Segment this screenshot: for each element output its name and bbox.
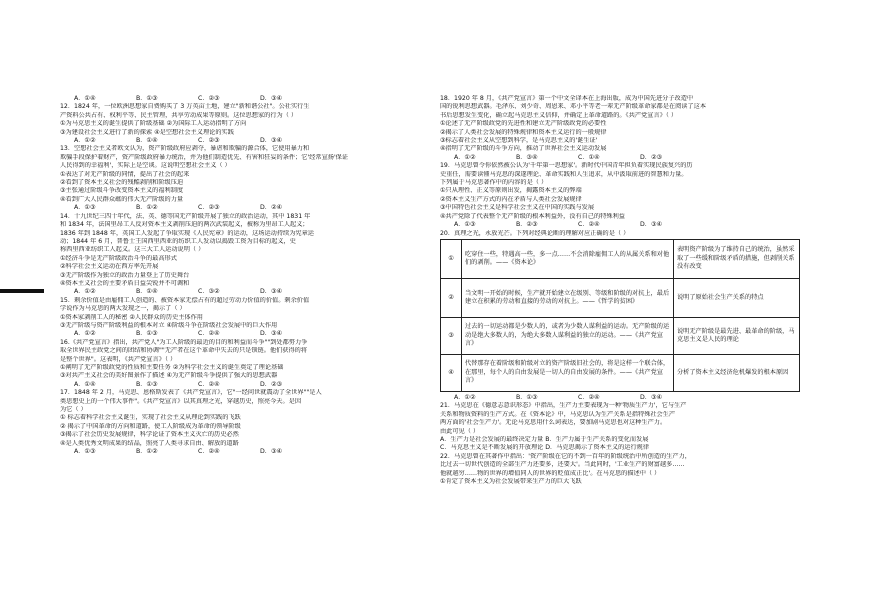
question-17 [60,389,432,456]
question-line: 产资料公共占有、权利平等、民主管理，共享劳动成果等原则。这位思想家的行为（ ） [60,111,298,119]
question-line: 14．十九世纪三四十年代，法、英、德等国无产阶级开展了独立的政治运动，其中 1831 年 [60,212,311,220]
question-19 [440,162,812,229]
q16-options [60,381,432,389]
option-c: C．③② [198,288,220,296]
option-c: C．②④ [578,393,600,401]
option-d: D．②④ [260,204,283,212]
table-row [441,239,800,278]
row-number: ① [441,239,462,278]
option-d: D．②③ [260,380,283,388]
quote-cell: 当文明一开始的时候，生产就开始建立在级别、等级和阶级的对抗上，最后建立在积累的劳动和直接的劳动的对抗上。——《哲学的贫困》 [462,278,674,317]
option-c: C．②④ [198,448,220,456]
question-line: 他就越穷……物的世界的增值同人的世界的贬值成正比'。在马克思的描述中（ ） [440,469,661,477]
option-b: B．①② [136,204,158,212]
question-line: ② 揭示了中国革命的方向和道路，使工人阶级成为革命的领导阶级 [60,422,241,430]
question-13 [60,145,432,212]
option-a: A．①③ [74,448,96,456]
question-line: ①阐明了无产阶级政党的性质和主要任务 ②为科学社会主义的诞生奠定了理论基础 [60,364,284,371]
question-line: 下列属于马克思著作中的内容的是（ ） [440,179,548,187]
question-line: ④是人类优秀文明成果的结晶，照亮了人类寻求自由、解放的道路 [60,439,239,447]
binding-margin-bar [0,289,44,293]
q17-options [60,448,432,456]
question-16 [60,339,432,389]
question-line: 1836 年到 1848 年，英国工人发起了争取实现《人民宪章》的运动，这场运动持续为宪章运 [60,229,314,237]
option-b: B．①② [136,448,158,456]
quote-cell: 代替那存在着阶级和阶级对立的资产阶级旧社会的，将是这样一个联合体，在那里，每个人的自由发展是一切人的自由发展的条件。——《共产党宣言》 [462,354,674,391]
question-line: 人民得到的幸福利'，实际上是空谈。这说明空想社会主义（ ） [60,162,231,170]
question-line: 和 1834 年，法国里昂工人反对资本主义剥削压迫的两次武装起义，被称为里昂工人起义； [60,221,309,229]
question-21 [440,402,812,452]
q12-options [60,137,432,145]
question-line: 由此可见（ ） [440,427,480,435]
q14-options [60,288,432,296]
question-line: ①肯定了资本主义为社会发展带来生产力的巨大飞跃 [440,477,582,485]
question-22 [440,453,812,487]
question-18 [440,95,812,162]
question-line: 比过去一切世代创造的全部生产力还要多，还要大'。当此同时，'工业生产的财富越多…… [440,461,685,469]
left-column [60,95,432,456]
meaning-cell: 说明了原始社会生产关系的特点 [674,278,800,317]
question-line: 史重任，需要读懂马克思的深遂理论、革命实践和人生追求，从中汲取前进的智慧和力量。 [440,170,688,178]
table-row [441,317,800,354]
option-a: A．①③ [454,221,476,229]
question-line: C．马克思主义是不断发展的开放理论 D．马克思揭示了资本主义的运行规律 [440,444,650,452]
question-line: ①经济斗争是无产阶级政治斗争的最高形式 [60,254,177,262]
option-c: C．①④ [578,153,600,161]
question-line: A．生产力是社会发展的最终决定力量 B．生产力属于生产关系的变化而发展 [440,435,649,443]
table-row [441,278,800,317]
option-a: A．①④ [74,95,96,102]
question-line: ②看到了资本主义社会的残酷剥削和阶级压迫 [60,179,184,187]
question-line: 18．1920 年 8 月，《共产党宣言》第一个中文全译本在上海出版，成为中国先进分子改造中 [440,95,694,102]
question-line: ③中国特色社会主义是科学社会主义在中国的实践与发展 [440,204,595,212]
option-c: C．②④ [198,330,220,338]
q19-options [440,221,812,229]
option-d: D．③④ [640,393,663,401]
question-line: ③标志着社会主义从空想到科学，是马克思主义的'诞生证' [440,137,598,145]
option-a: A．①② [74,137,96,145]
question-line: 是整个世界"。这表明，《共产党宣言》（ ） [60,355,177,363]
option-a: A．①② [74,330,96,338]
option-b: B．③④ [516,153,538,161]
question-line: 19．马克思曾令你依然被公认为'千年第一思想家'。新时代中国青年担负着实现民族复兴的历 [440,162,693,170]
quote-cell: 过去的一切运动都是少数人的，或者为少数人谋利益的运动。无产阶级的运动是绝大多数人的，为绝大多数人谋利益的独立的运动。——《共产党宣言》 [462,317,674,354]
q20-options [440,394,812,402]
question-line: ③无产阶级与资产阶级利益的根本对立 ④阶级斗争在阶级社会发展中的巨大作用 [60,321,278,329]
question-line: ③为建设社会主义进行了新的探索 ④是空想社会主义理论的实践 [60,128,234,136]
question-line: ①只从理性、正义等原则出发，揭露资本主义的弊端 [440,187,582,195]
option-c: C．②③ [198,95,220,102]
question-line: 书后思想发生变化，确立起马克思主义信仰，并确定上革命道路的。《共产党宣言》（ ） [440,111,678,119]
option-d: D．③④ [260,288,283,296]
option-b: B．①③ [516,393,538,401]
question-line: ②科学社会主义运动在西方率先开展 [60,263,159,271]
option-a: A．①③ [74,204,96,212]
question-line: ③主张通过阶级斗争改变资本主义的福利制度 [60,187,184,195]
option-b: B．①④ [136,137,158,145]
question-line: 国的锐利思想武器。毛泽东、刘少奇、周恩来、邓小平等老一辈无产阶级革命家都是在阅读了这本 [440,103,707,111]
row-number: ② [441,278,462,317]
option-b: B．①③ [136,95,158,102]
option-a: A．①② [74,288,96,296]
q18-options [440,154,812,162]
question-line: 取全世界民主政党之间的团结和协调""无产者在这个革命中失去的只是锁链。他们获得的将 [60,347,308,355]
option-d: D．③④ [260,95,283,102]
option-b: B．①③ [136,380,158,388]
meaning-cell: 表明资产阶级为了维持自己的统治，虽然采取了一些缓和阶级矛盾的措施，但剥削关系没有改变 [674,239,800,278]
q13-options [60,204,432,212]
question-line: 15．剩余价值是由雇佣工人创造的、被资本家无偿占有的超过劳动力价值的价值。剩余价值 [60,296,310,304]
question-line: ①表达了对无产阶级的同情，提出了社会的起来 [60,170,190,178]
option-b: B．①③ [136,330,158,338]
meaning-cell: 分析了资本主义经济危机爆发的根本原因 [674,354,800,391]
question-line: ④共产党除了代表整个无产阶级的根本利益外，没有自己的特殊利益 [440,212,625,220]
option-c: C．②④ [198,380,220,388]
option-b: B．①④ [136,288,158,296]
question-line: ①资本家剥削工人的秘密 ②人民群众的历史主体作用 [60,313,203,321]
question-line: 动；1844 年 6 月，普鲁士王国西里西亚的纺织工人发动以捣毁工资为目标的起义，史 [60,237,296,245]
question-14 [60,213,432,297]
option-c: C．②③ [198,137,220,145]
row-number: ③ [441,317,462,354]
question-line: 20．真理之光，永放光芒。下列对经典论断的理解对应正确的是（ ） [440,229,630,237]
option-d: D．②③ [640,153,663,161]
question-line: 22．马克思曾在其著作中指出：'资产阶级在它的不到一百年的阶级统治中所创造的生产力， [440,452,691,460]
question-line: 12．1824 年，一位欧洲思想家自费购买了 3 万英亩土地，建立"新和谐公社"。公社实行生 [60,103,310,111]
question-line: 关系和物质资料的生产方式。在《资本论》中，马克思认为生产关系是指特殊社会生产 [440,410,676,418]
question-12 [60,103,432,145]
question-line: 称西里西亚纺织工人起义。这三大工人运动说明（ ） [60,246,205,254]
question-15 [60,297,432,339]
question-line: ③揭示了社会历史发展规律，科学论证了资本主义灭亡的历史必然 [60,431,239,439]
question-line: ③无产阶级作为独立的政治力量登上了历史舞台 [60,271,190,279]
question-line: ① 标志着科学社会主义诞生，实现了社会主义从理论到实践的飞跃 [60,414,241,422]
question-line: 类思想史上的一个伟大事件"。《共产党宣言》以其真理之光，穿越历史，照亮今天。是因 [60,397,302,405]
question-line: ①论述了无产阶级政党的先进性和建立无产阶级政党的必要性 [440,120,607,128]
right-column [440,95,812,486]
question-line: ③对共产主义社会的美好图景作了描述 ④为无产阶级斗争提供了强大的思想武器 [60,372,278,380]
question-line: 学说作为马克思的两大发现之一，揭示了（ ） [60,305,186,313]
question-line: 为它（ ） [60,406,87,414]
q11-options [60,95,432,103]
option-d: D．③④ [260,330,283,338]
question-line: ②揭示了人类社会发展的特殊规律和资本主义运行的一般规律 [440,128,607,136]
option-d: D．③④ [260,137,283,145]
option-a: A．①② [454,153,476,161]
question-line: 21．马克思在《德意志意识形态》中指出，生产力主要表现为一种'物质生产力'，它与生产 [440,402,687,410]
question-line: 13．空想社会主义者欧文认为，资产阶级政府应剥夺，暴虐和欺骗的源合体，它使用暴力和 [60,145,310,153]
option-d: D．③④ [260,448,283,456]
question-line: ②资本主义生产方式的内在矛盾与人类社会发展规律 [440,195,582,203]
quote-table [440,239,800,392]
quote-cell: 吃穿住一些，特遇高一些，多一点……不会消除雇佣工人的从属关系和对他们的剥削。——《资本论》 [462,239,674,278]
question-line: 两方面的'社会生产力'。无论马克思用什么词表达，要加剧马克思也对这种生产力。 [440,419,667,427]
question-line: 17．1848 年 2 月，马克思、恩格斯发表了《共产党宣言》，它"一经问世就震动了全世界""是人 [60,389,322,397]
question-line: ④看到广大人民群众蕴的伟大无产阶级的力量 [60,195,184,203]
option-c: C．②④ [578,221,600,229]
question-20 [440,230,812,403]
question-line: 欺骗手段保护着财产，资产阶级政府暴力统治，并为他们制造优先、有害和狂妄的条件；它'经常宣扬'保证 [60,153,349,161]
question-line: 16.《共产党宣言》指出，共产党人"为工人阶级的最近的目的和利益而斗争""到处都努力争 [60,338,308,346]
table-row [441,354,800,391]
option-c: C．②③ [198,204,220,212]
question-line: ④指明了无产阶级的斗争方向，推动了世界社会主义运动发展 [440,145,607,153]
option-a: A．①② [454,393,476,401]
q15-options [60,330,432,338]
option-d: D．③④ [640,221,663,229]
question-line: ①为马克思主义的诞生提供了阶级基础 ②为国际工人运动指明了方向 [60,120,247,128]
option-b: B．②③ [516,221,538,229]
meaning-cell: 说明无产阶级是最先进、最革命的阶级，马克思主义是人民的理论 [674,317,800,354]
option-a: A．①④ [74,380,96,388]
question-line: ④资本主义社会的主要矛盾日益尖锐并不可调和 [60,279,190,287]
row-number: ④ [441,354,462,391]
